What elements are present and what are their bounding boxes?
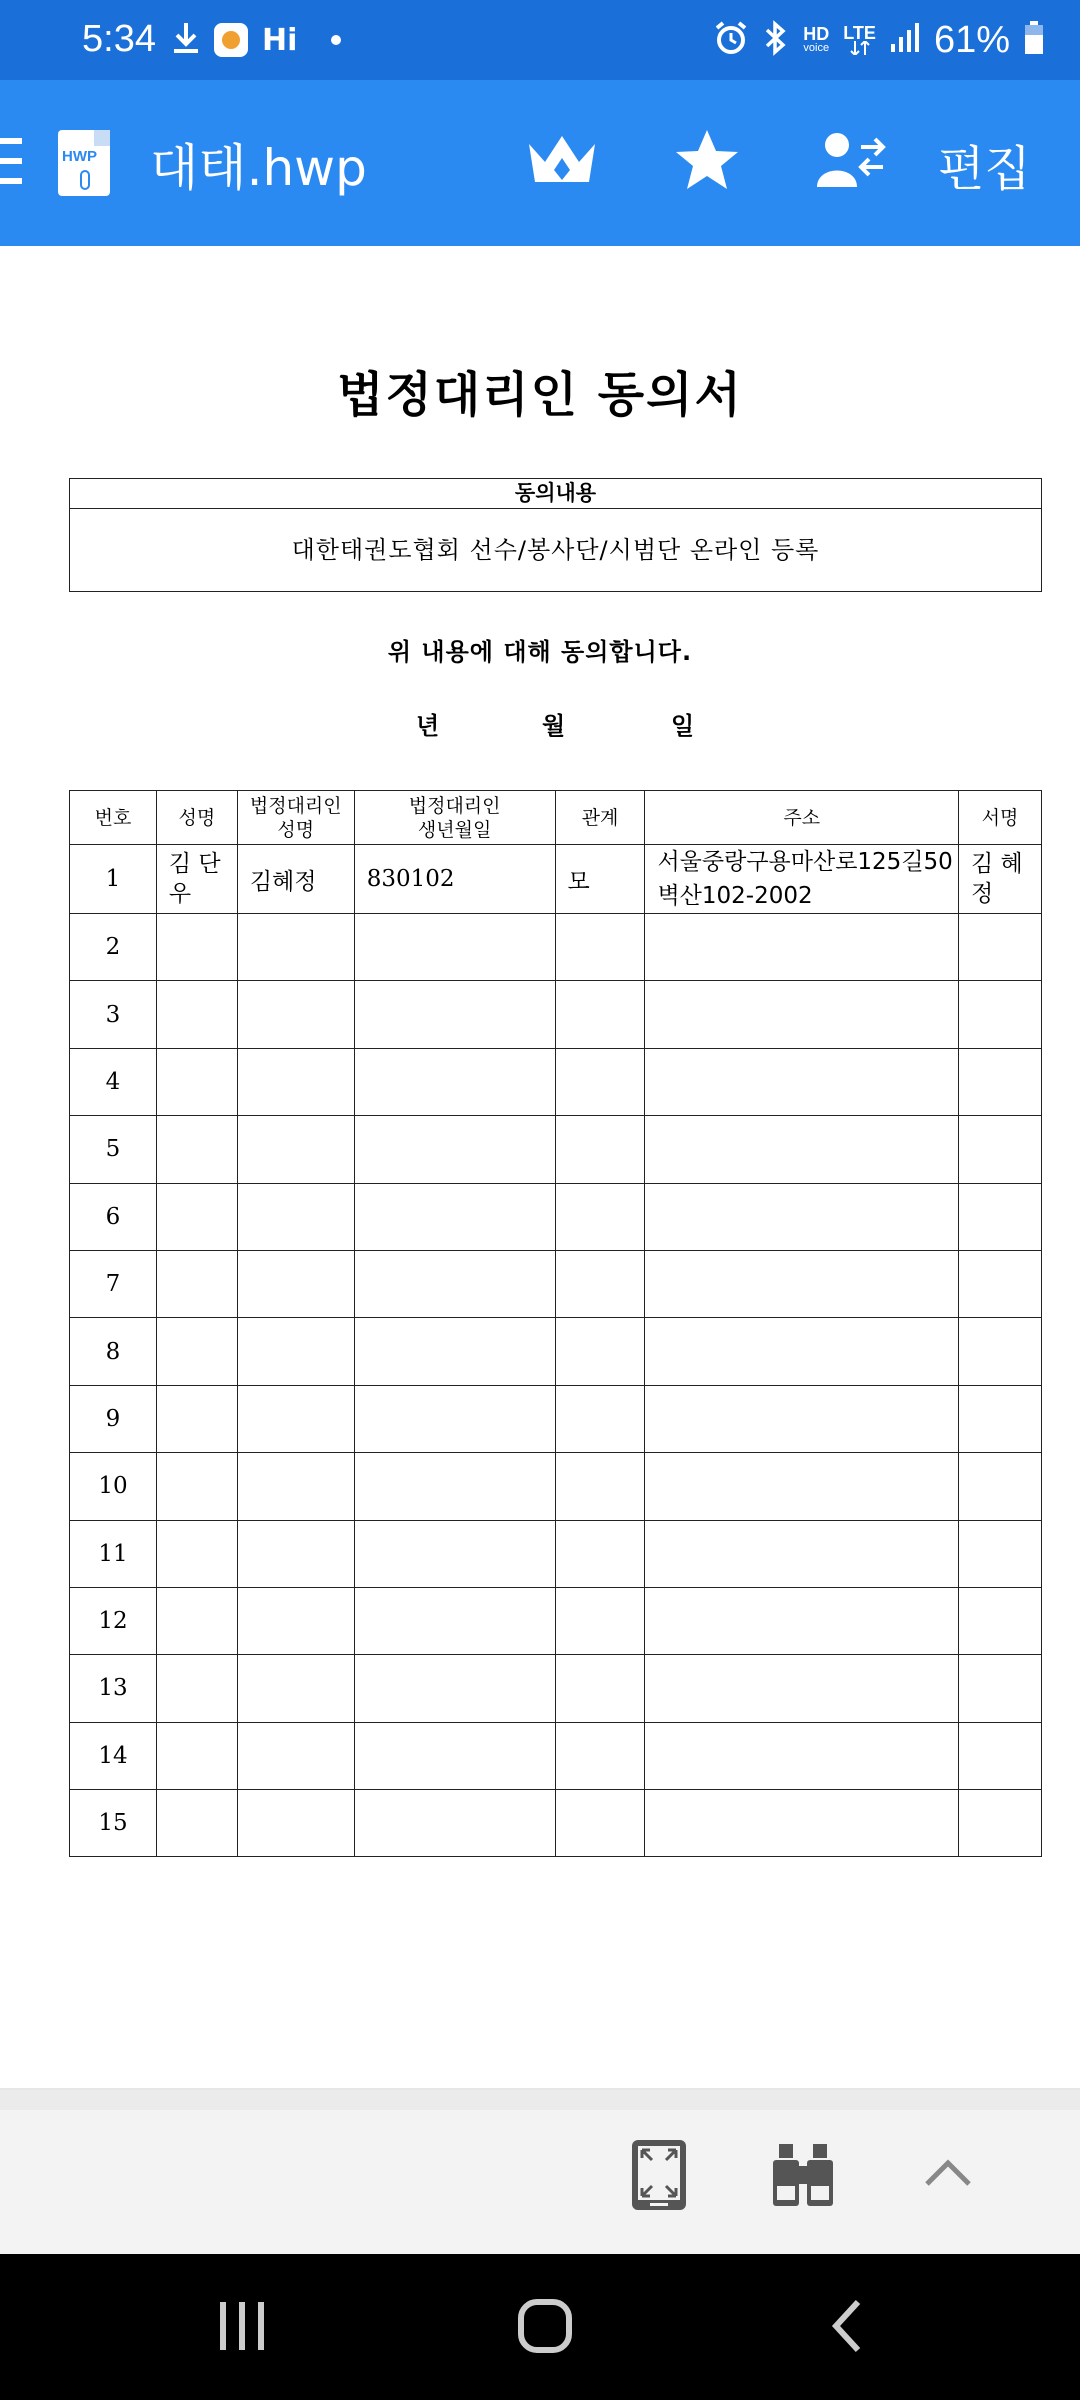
- alarm-icon: [713, 20, 749, 61]
- cell-rep-name: [237, 1183, 354, 1250]
- cell-address: 서울중랑구용마산로125길50 벽산102-2002: [645, 845, 959, 914]
- table-row: [70, 1655, 1042, 1722]
- cell-rep-birth: [354, 914, 555, 981]
- cell-no: 14: [70, 1722, 157, 1789]
- crown-button[interactable]: [524, 120, 600, 204]
- table-row: [70, 1116, 1042, 1183]
- status-bar: [0, 0, 1080, 80]
- app-bar: [0, 80, 1080, 246]
- cell-no: 7: [70, 1250, 157, 1317]
- cell-address: [645, 1385, 959, 1452]
- cell-signature: [959, 1183, 1042, 1250]
- cell-signature: [959, 1250, 1042, 1317]
- find-button[interactable]: [770, 2142, 836, 2212]
- cell-rep-birth: [354, 1587, 555, 1654]
- cell-rep-birth: [354, 1655, 555, 1722]
- cell-relation: [555, 1520, 645, 1587]
- table-row: [70, 1183, 1042, 1250]
- cell-no: 2: [70, 914, 157, 981]
- cell-no: 6: [70, 1183, 157, 1250]
- cell-rep-birth: [354, 1048, 555, 1115]
- home-icon: [517, 2298, 573, 2358]
- cell-rep-name: [237, 1048, 354, 1115]
- cell-rep-name: [237, 1385, 354, 1452]
- cell-rep-birth: [354, 1453, 555, 1520]
- cell-relation: 모: [555, 845, 645, 914]
- share-user-button[interactable]: [814, 120, 890, 204]
- table-row: [70, 1048, 1042, 1115]
- bottom-toolbar: [0, 2088, 1080, 2254]
- cell-name: [156, 981, 237, 1048]
- cell-relation: [555, 1790, 645, 1857]
- cell-signature: [959, 1116, 1042, 1183]
- cell-signature: [959, 1520, 1042, 1587]
- cell-no: 13: [70, 1655, 157, 1722]
- header-rep-birth: [354, 791, 555, 845]
- cell-name: [156, 1183, 237, 1250]
- hd-voice-indicator: [803, 26, 829, 54]
- app-notification-icon: [214, 23, 248, 57]
- cell-name: [156, 1318, 237, 1385]
- cell-address: [645, 1250, 959, 1317]
- cell-rep-name: [237, 914, 354, 981]
- chevron-up-icon: [923, 2158, 973, 2192]
- consent-box: [69, 478, 1042, 592]
- cell-rep-name: [237, 1722, 354, 1789]
- cell-signature: 김 혜 정: [959, 845, 1042, 914]
- lte-indicator: [843, 25, 876, 55]
- cell-signature: [959, 914, 1042, 981]
- status-time: 5:34: [82, 18, 156, 60]
- cell-rep-name: [237, 1318, 354, 1385]
- battery-percent: 61%: [933, 18, 1010, 61]
- cell-signature: [959, 1587, 1042, 1654]
- cell-no: 3: [70, 981, 157, 1048]
- table-row: [70, 845, 1042, 914]
- cell-signature: [959, 981, 1042, 1048]
- representative-table: [69, 790, 1042, 1857]
- cell-address: [645, 1116, 959, 1183]
- cell-address: [645, 1722, 959, 1789]
- file-icon-label: HWP: [62, 148, 97, 165]
- cell-relation: [555, 1318, 645, 1385]
- table-header-row: [70, 791, 1042, 845]
- cell-rep-name: [237, 1250, 354, 1317]
- favorite-button[interactable]: [672, 120, 742, 204]
- header-rep-name-line1: 법정대리인: [249, 794, 342, 817]
- header-no: 번호: [70, 791, 157, 845]
- cell-signature: [959, 1318, 1042, 1385]
- share-user-icon: [817, 131, 887, 193]
- cell-address: [645, 981, 959, 1048]
- cell-relation: [555, 1453, 645, 1520]
- cell-address: [645, 1318, 959, 1385]
- status-icons-left: [172, 20, 341, 60]
- cell-name: [156, 1048, 237, 1115]
- cell-no: 5: [70, 1116, 157, 1183]
- cell-name: 김 단 우: [156, 845, 237, 914]
- cell-address: [645, 1655, 959, 1722]
- header-rep-birth-line1: 법정대리인: [408, 794, 501, 817]
- cell-relation: [555, 914, 645, 981]
- notification-dot-icon: [331, 35, 341, 45]
- cell-no: 9: [70, 1385, 157, 1452]
- hi-label: Hi: [262, 22, 298, 58]
- cell-relation: [555, 1250, 645, 1317]
- bluetooth-icon: [763, 20, 789, 61]
- cell-rep-birth: [354, 1790, 555, 1857]
- cell-rep-birth: [354, 1116, 555, 1183]
- star-icon: [674, 128, 740, 196]
- cell-address: [645, 1790, 959, 1857]
- cell-no: 12: [70, 1587, 157, 1654]
- table-row: [70, 1520, 1042, 1587]
- cell-rep-name: [237, 1655, 354, 1722]
- table-row: [70, 1250, 1042, 1317]
- table-row: [70, 1318, 1042, 1385]
- voice-label: voice: [803, 42, 830, 54]
- home-button[interactable]: [516, 2300, 574, 2356]
- menu-icon[interactable]: [0, 138, 22, 184]
- back-icon: [828, 2298, 864, 2358]
- cell-name: [156, 1520, 237, 1587]
- cell-name: [156, 1587, 237, 1654]
- consent-body: 대한태권도협회 선수/봉사단/시범단 온라인 등록: [291, 536, 820, 564]
- cell-rep-name: [237, 981, 354, 1048]
- cell-signature: [959, 1453, 1042, 1520]
- cell-signature: [959, 1385, 1042, 1452]
- cell-rep-birth: [354, 1722, 555, 1789]
- cell-rep-birth: 830102: [354, 845, 555, 914]
- file-icon: [58, 130, 110, 196]
- status-icons-right: [713, 18, 1044, 62]
- crown-icon: [525, 132, 599, 192]
- date-day-label: 일: [671, 712, 695, 740]
- cell-address: [645, 1453, 959, 1520]
- date-year-label: 년: [416, 712, 440, 740]
- cell-no: 1: [70, 845, 157, 914]
- signal-icon: [890, 22, 920, 59]
- table-row: [70, 1385, 1042, 1452]
- cell-relation: [555, 1655, 645, 1722]
- cell-rep-birth: [354, 1250, 555, 1317]
- recent-apps-icon: [217, 2300, 267, 2356]
- cell-address: [645, 1587, 959, 1654]
- navigation-bar: [0, 2254, 1080, 2400]
- hd-label: HD: [803, 24, 830, 44]
- cell-name: [156, 1790, 237, 1857]
- fullscreen-icon: [630, 2138, 688, 2216]
- cell-relation: [555, 1587, 645, 1654]
- cell-relation: [555, 1385, 645, 1452]
- fullscreen-button[interactable]: [626, 2138, 692, 2216]
- cell-rep-name: [237, 1520, 354, 1587]
- cell-no: 15: [70, 1790, 157, 1857]
- header-name: 성명: [156, 791, 237, 845]
- file-name-title: 대태.hwp: [150, 139, 367, 197]
- cell-relation: [555, 1116, 645, 1183]
- cell-address: [645, 1048, 959, 1115]
- cell-name: [156, 1385, 237, 1452]
- cell-signature: [959, 1722, 1042, 1789]
- cell-no: 10: [70, 1453, 157, 1520]
- cell-signature: [959, 1790, 1042, 1857]
- cell-address: [645, 914, 959, 981]
- header-signature: 서명: [959, 791, 1042, 845]
- cell-rep-birth: [354, 1183, 555, 1250]
- cell-rep-birth: [354, 1520, 555, 1587]
- cell-no: 4: [70, 1048, 157, 1115]
- cell-name: [156, 1116, 237, 1183]
- cell-relation: [555, 981, 645, 1048]
- agree-statement: 위 내용에 대해 동의합니다.: [387, 638, 693, 666]
- cell-name: [156, 1250, 237, 1317]
- table-row: [70, 1790, 1042, 1857]
- cell-rep-name: [237, 1453, 354, 1520]
- document-title: 법정대리인 동의서: [337, 367, 743, 423]
- cell-rep-birth: [354, 981, 555, 1048]
- edit-button[interactable]: 편집: [938, 141, 1031, 197]
- table-row: [70, 1587, 1042, 1654]
- header-rep-birth-line2: 생년월일: [417, 818, 492, 841]
- cell-name: [156, 1655, 237, 1722]
- document-view[interactable]: [0, 246, 1080, 2088]
- table-row: [70, 1453, 1042, 1520]
- cell-address: [645, 1183, 959, 1250]
- cell-signature: [959, 1655, 1042, 1722]
- cell-rep-name: 김혜정: [237, 845, 354, 914]
- cell-rep-birth: [354, 1385, 555, 1452]
- table-row: [70, 1722, 1042, 1789]
- header-rep-name: [237, 791, 354, 845]
- date-month-label: 월: [542, 712, 566, 740]
- binoculars-find-icon: [771, 2142, 835, 2212]
- cell-rep-name: [237, 1587, 354, 1654]
- consent-header: 동의내용: [70, 479, 1041, 509]
- cell-name: [156, 1453, 237, 1520]
- header-address: 주소: [645, 791, 959, 845]
- cell-no: 8: [70, 1318, 157, 1385]
- cell-name: [156, 1722, 237, 1789]
- table-row: [70, 981, 1042, 1048]
- cell-rep-name: [237, 1790, 354, 1857]
- cell-relation: [555, 1183, 645, 1250]
- recent-apps-button[interactable]: [214, 2300, 270, 2356]
- cell-rep-name: [237, 1116, 354, 1183]
- header-rep-name-line2: 성명: [277, 818, 315, 841]
- cell-no: 11: [70, 1520, 157, 1587]
- cell-relation: [555, 1048, 645, 1115]
- table-row: [70, 914, 1042, 981]
- cell-rep-birth: [354, 1318, 555, 1385]
- lte-label: LTE: [843, 23, 876, 43]
- scroll-up-button[interactable]: [918, 2150, 978, 2200]
- header-relation: 관계: [555, 791, 645, 845]
- cell-address: [645, 1520, 959, 1587]
- cell-signature: [959, 1048, 1042, 1115]
- battery-icon: [1024, 21, 1044, 60]
- cell-name: [156, 914, 237, 981]
- back-button[interactable]: [824, 2300, 868, 2356]
- download-icon: [172, 21, 200, 59]
- cell-relation: [555, 1722, 645, 1789]
